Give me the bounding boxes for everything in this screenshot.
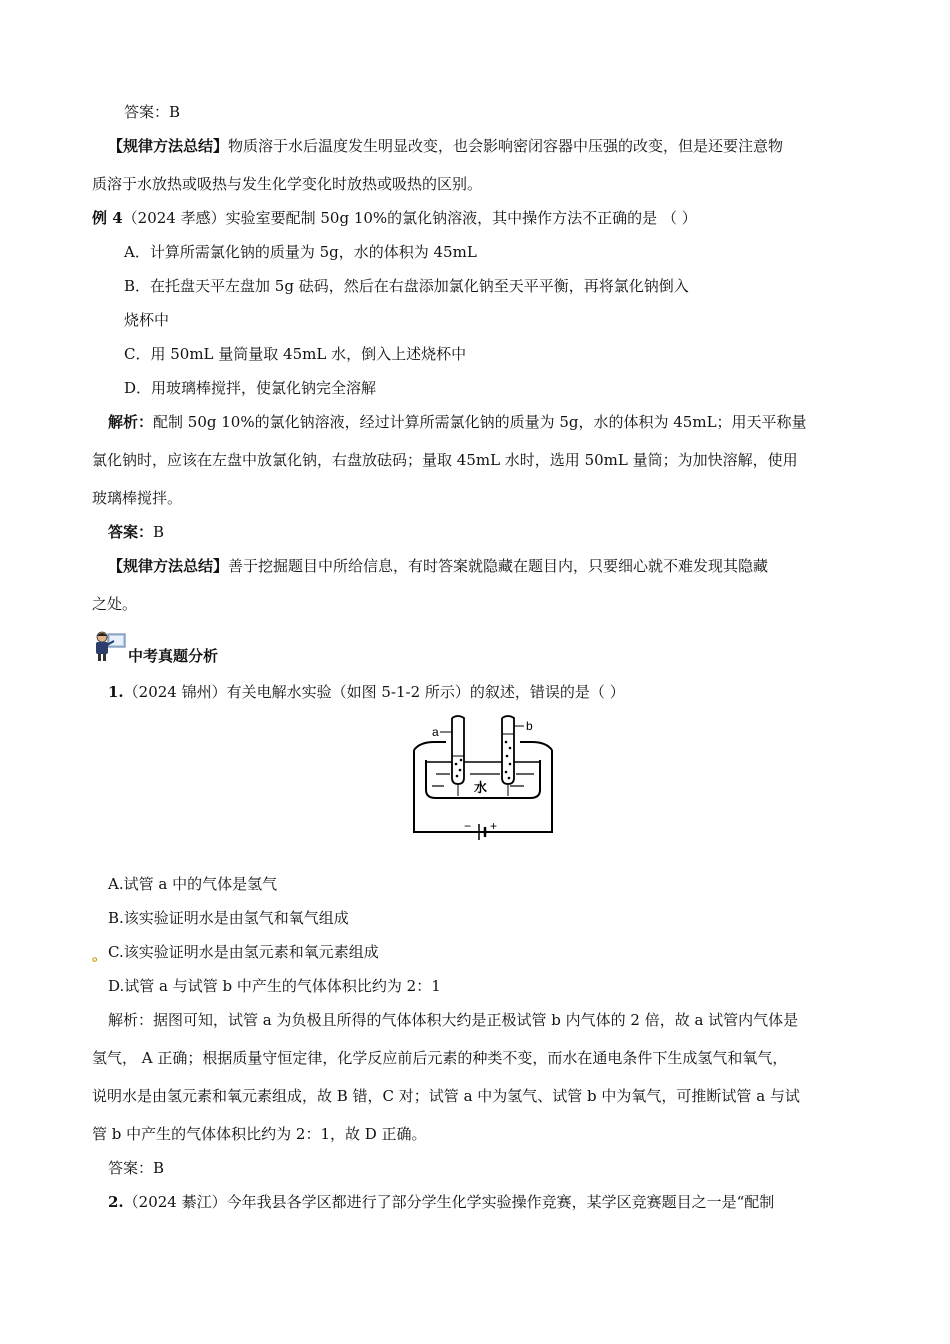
option-c-text: C．用 50mL 量筒量取 45mL 水，倒入上述烧杯中 (124, 345, 467, 363)
body-text (92, 1124, 427, 1144)
option-b-text: B．在托盘天平左盘加 5g 砝码，然后在右盘添加氯化钠至天平平衡，再将氯化钠倒入 (124, 277, 689, 295)
body-text-span: 质溶于水放热或吸热与发生化学变化时放热或吸热的区别。 (92, 175, 483, 193)
method-summary-text: 物质溶于水后温度发生明显改变，也会影响密闭容器中压强的改变，但是还要注意物 (228, 137, 784, 155)
body-text (92, 594, 137, 614)
answer-line (108, 522, 164, 542)
option-a-text: A.试管 a 中的气体是氢气 (108, 875, 278, 893)
question-number: 1. (108, 683, 124, 701)
body-text-span: 玻璃棒搅拌。 (92, 489, 183, 507)
analysis-line (108, 1010, 798, 1030)
option-a (124, 242, 477, 262)
body-text-span: 氢气， A 正确；根据质量守恒定律，化学反应前后元素的种类不变，而水在通电条件下生成氢气和氧气， (92, 1049, 788, 1067)
method-summary-heading: 【规律方法总结】 (108, 137, 229, 155)
question-1-line (108, 682, 625, 702)
analysis-text: 解析：据图可知，试管 a 为负极且所得的气体体积大约是正极试管 b 内气体的 2 倍，故 a 试管内气体是 (108, 1011, 799, 1029)
option-c (108, 942, 379, 962)
battery-plus-label: + (490, 819, 498, 833)
body-text-span: 氯化钠时，应该在左盘中放氯化钠，右盘放砝码；量取 45mL 水时，选用 50mL 量筒；为加快溶解，使用 (92, 451, 798, 469)
section-title (128, 646, 218, 666)
method-summary-line (108, 136, 783, 156)
question-2-line (108, 1192, 774, 1212)
analysis-text: 配制 50g 10%的氯化钠溶液，经过计算所需氯化钠的质量为 5g，水的体积为 45mL；用天平称量 (153, 413, 807, 431)
option-d (124, 378, 376, 398)
electrolysis-diagram (410, 712, 560, 840)
body-text-span: 说明水是由氢元素和氧元素组成，故 B 错，C 对；试管 a 中为氢气、试管 b 中为氧气，可推断试管 a 与试 (92, 1087, 800, 1105)
answer-text: 答案：B (108, 1159, 165, 1177)
body-text-span: 管 b 中产生的气体体积比约为 2：1，故 D 正确。 (92, 1125, 427, 1143)
answer-label: 答案： (108, 523, 154, 541)
option-b (124, 276, 689, 296)
answer-line (108, 1158, 164, 1178)
dot-mark: 。 (92, 946, 108, 964)
example-question: （2024 孝感）实验室要配制 50g 10%的氯化钠溶液，其中操作方法不正确的是 （ ） (122, 209, 697, 227)
body-text (92, 450, 798, 470)
method-summary-line (108, 556, 768, 576)
answer-text: 答案：B (124, 103, 181, 121)
option-c (124, 344, 466, 364)
question-text: （2024 锦州）有关电解水实验（如图 5-1-2 所示）的叙述，错误的是（ ） (123, 683, 625, 701)
analysis-label: 解析： (108, 413, 154, 431)
option-b-text-cont: 烧杯中 (124, 311, 170, 329)
tube-a-label: a (432, 725, 439, 739)
option-d-text: D.试管 a 与试管 b 中产生的气体体积比约为 2：1 (108, 977, 441, 995)
option-c-text: C.该实验证明水是由氢元素和氧元素组成 (108, 943, 379, 961)
example-label: 例 4 (92, 209, 123, 227)
option-b (108, 908, 349, 928)
answer-text: B (153, 523, 165, 541)
answer-line (124, 102, 180, 122)
teacher-icon (92, 628, 126, 662)
example-4-line (92, 208, 697, 228)
option-a-text: A．计算所需氯化钠的质量为 5g，水的体积为 45mL (124, 243, 477, 261)
question-text: （2024 綦江）今年我县各学区都进行了部分学生化学实验操作竞赛，某学区竞赛题目之一是“配制 (123, 1193, 775, 1211)
body-text (92, 174, 482, 194)
option-d (108, 976, 441, 996)
analysis-line (108, 412, 807, 432)
option-b-text: B.该实验证明水是由氢气和氧气组成 (108, 909, 349, 927)
option-a (108, 874, 277, 894)
method-summary-heading: 【规律方法总结】 (108, 557, 229, 575)
body-text (92, 1086, 800, 1106)
body-text (92, 1048, 787, 1068)
option-d-text: D．用玻璃棒搅拌，使氯化钠完全溶解 (124, 379, 377, 397)
question-number: 2. (108, 1193, 124, 1211)
section-title-text: 中考真题分析 (128, 647, 219, 665)
tube-b-label: b (526, 719, 533, 733)
battery-minus-label: − (464, 819, 472, 833)
body-text-span: 之处。 (92, 595, 138, 613)
body-text (92, 488, 182, 508)
water-label: 水 (474, 781, 488, 796)
option-b-cont (124, 310, 169, 330)
method-summary-text: 善于挖掘题目中所给信息，有时答案就隐藏在题目内，只要细心就不难发现其隐藏 (228, 557, 769, 575)
